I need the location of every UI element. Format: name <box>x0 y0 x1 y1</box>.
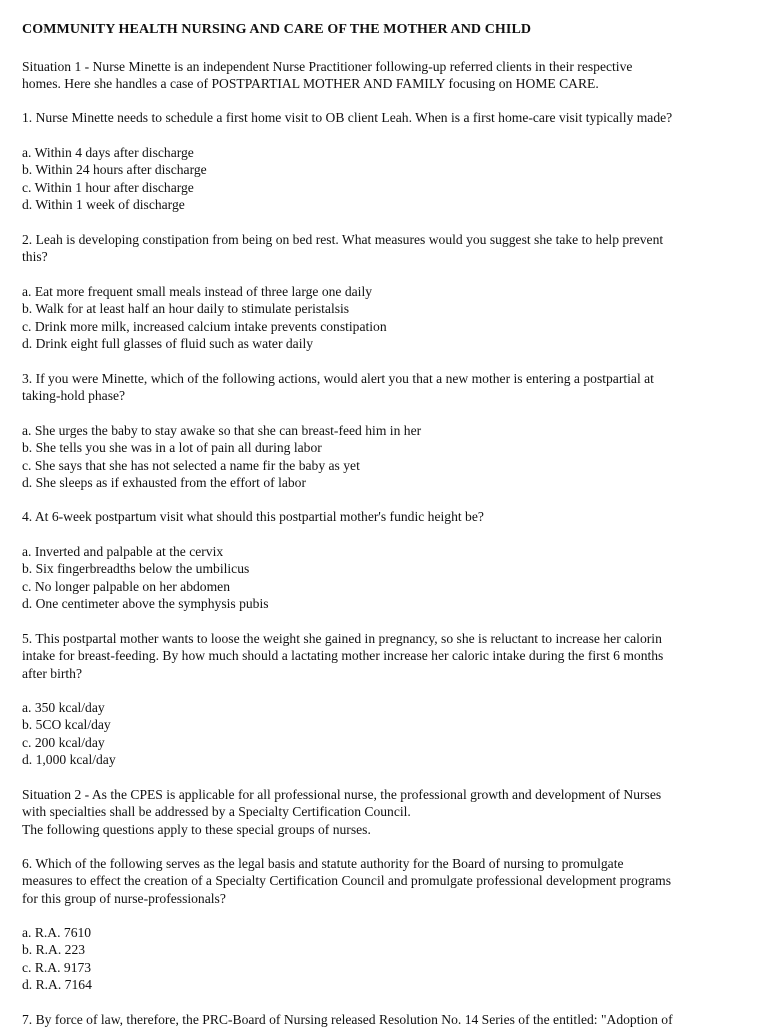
option-b: b. 5CO kcal/day <box>22 717 111 733</box>
option-c: c. Drink more milk, increased calcium intake prevents constipation <box>22 318 387 334</box>
option-c: c. She says that she has not selected a name fir the baby as yet <box>22 457 360 473</box>
question-2-options <box>22 283 752 352</box>
question-5-text: intake for breast-feeding. By how much should a lactating mother increase her caloric intake during the first 6 months <box>22 648 664 664</box>
situation-2-line: with specialties shall be addressed by a Specialty Certification Council. <box>22 804 411 820</box>
option-d: d. Drink eight full glasses of fluid such as water daily <box>22 335 314 351</box>
option-b: b. R.A. 223 <box>22 942 86 958</box>
option-d: d. R.A. 7164 <box>22 976 92 992</box>
question-1-options <box>22 144 752 213</box>
question-4-text: 4. At 6-week postpartum visit what should this postpartial mother's fundic height be? <box>22 509 484 524</box>
option-c: c. R.A. 9173 <box>22 959 92 975</box>
question-5-text: after birth? <box>22 665 83 681</box>
question-2 <box>22 231 752 266</box>
question-2-text: this? <box>22 249 48 265</box>
question-3-text: taking-hold phase? <box>22 388 126 404</box>
option-c: c. Within 1 hour after discharge <box>22 179 194 195</box>
question-2-text: 2. Leah is developing constipation from being on bed rest. What measures would you suggest she take to help prevent <box>22 232 664 247</box>
question-7-text: 7. By force of law, therefore, the PRC-Board of Nursing released Resolution No. 14 Series of the entitled: "Adoption of <box>22 1012 673 1027</box>
question-1 <box>22 109 752 126</box>
question-3-options <box>22 422 752 491</box>
question-7 <box>22 1011 752 1028</box>
option-a: a. Inverted and palpable at the cervix <box>22 544 224 559</box>
option-b: b. She tells you she was in a lot of pain all during labor <box>22 440 322 456</box>
option-a: a. Eat more frequent small meals instead of three large one daily <box>22 284 373 299</box>
option-a: a. R.A. 7610 <box>22 925 92 940</box>
question-6-text: 6. Which of the following serves as the legal basis and statute authority for the Board of nursing to promulgate <box>22 856 624 871</box>
question-4-options <box>22 543 752 612</box>
option-d: d. One centimeter above the symphysis pubis <box>22 595 269 611</box>
situation-2-line: The following questions apply to these special groups of nurses. <box>22 821 371 837</box>
option-c: c. No longer palpable on her abdomen <box>22 578 230 594</box>
option-d: d. Within 1 week of discharge <box>22 196 185 212</box>
option-c: c. 200 kcal/day <box>22 734 105 750</box>
option-b: b. Six fingerbreadths below the umbilicus <box>22 561 250 577</box>
question-4 <box>22 508 752 525</box>
question-5-text: 5. This postpartal mother wants to loose the weight she gained in pregnancy, so she is reluctant to increase her calorin <box>22 631 662 646</box>
situation-1-line: homes. Here she handles a case of POSTPARTIAL MOTHER AND FAMILY focusing on HOME CARE. <box>22 76 599 92</box>
option-d: d. She sleeps as if exhausted from the effort of labor <box>22 474 307 490</box>
document-title: COMMUNITY HEALTH NURSING AND CARE OF THE MOTHER AND CHILD <box>22 22 532 37</box>
situation-2-line: Situation 2 - As the CPES is applicable for all professional nurse, the professional growth and development of Nurses <box>22 787 662 802</box>
situation-1-line: Situation 1 - Nurse Minette is an independent Nurse Practitioner following-up referred clients in their respective <box>22 59 633 74</box>
option-b: b. Walk for at least half an hour daily to stimulate peristalsis <box>22 301 350 317</box>
question-5-options <box>22 699 752 768</box>
question-3-text: 3. If you were Minette, which of the following actions, would alert you that a new mother is entering a postpartial at <box>22 371 654 386</box>
question-5 <box>22 630 752 682</box>
question-6-options <box>22 924 752 993</box>
question-6-text: measures to effect the creation of a Specialty Certification Council and promulgate professional development programs <box>22 873 672 889</box>
question-3 <box>22 370 752 405</box>
question-6-text: for this group of nurse-professionals? <box>22 890 226 906</box>
option-d: d. 1,000 kcal/day <box>22 751 116 767</box>
situation-1-intro <box>22 58 752 93</box>
option-a: a. Within 4 days after discharge <box>22 145 194 160</box>
option-a: a. 350 kcal/day <box>22 700 105 715</box>
option-b: b. Within 24 hours after discharge <box>22 162 207 178</box>
question-1-text: 1. Nurse Minette needs to schedule a first home visit to OB client Leah. When is a first home-care visit typically made? <box>22 110 673 125</box>
question-6 <box>22 855 752 907</box>
option-a: a. She urges the baby to stay awake so that she can breast-feed him in her <box>22 423 422 438</box>
situation-2-intro <box>22 786 752 838</box>
